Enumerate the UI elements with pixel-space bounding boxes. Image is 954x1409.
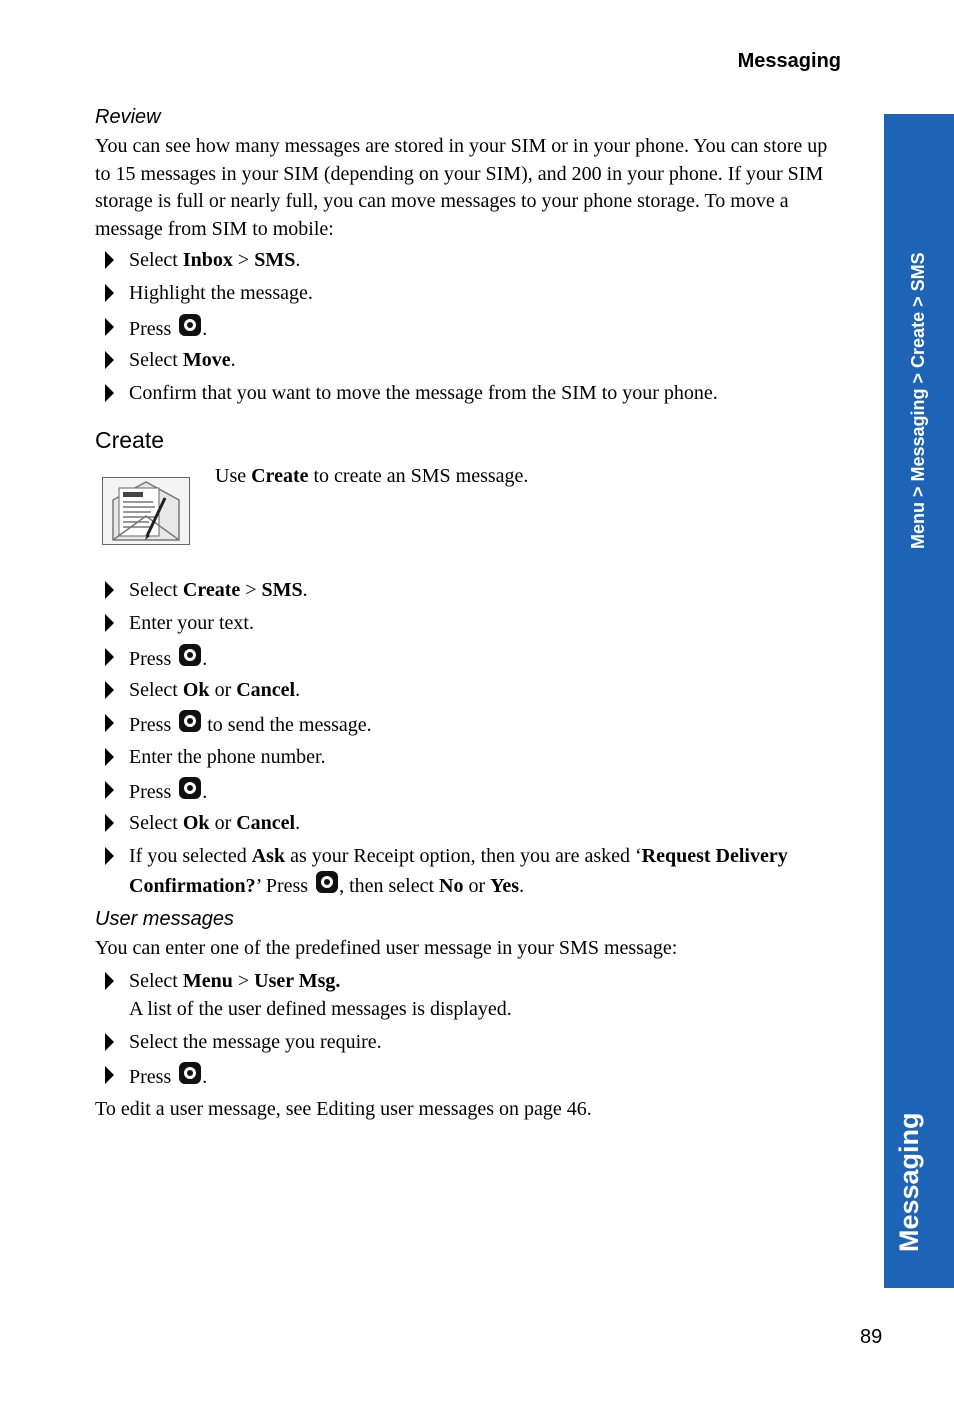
bullet-arrow-icon [105, 251, 114, 269]
side-tab-section: Messaging [894, 1112, 924, 1252]
page-number: 89 [860, 1326, 883, 1348]
side-tab-breadcrumb: Menu > Messaging > Create > SMS [908, 252, 928, 549]
bullet-arrow-icon [105, 614, 114, 632]
create-step: Select Ok or Cancel. [105, 810, 835, 838]
select-key-icon [179, 710, 201, 732]
select-key-icon [179, 1062, 201, 1084]
select-key-icon [316, 871, 338, 893]
bullet-arrow-icon [105, 318, 114, 336]
select-key-icon [179, 314, 201, 336]
select-key-icon [179, 777, 201, 799]
create-step: Enter the phone number. [105, 744, 835, 772]
review-step: Highlight the message. [105, 280, 835, 308]
side-tab [884, 114, 954, 1288]
create-step: Press . [105, 777, 835, 807]
bullet-arrow-icon [105, 384, 114, 402]
bullet-arrow-icon [105, 351, 114, 369]
select-key-icon [179, 644, 201, 666]
bullet-arrow-icon [105, 847, 114, 865]
sms-create-icon [102, 477, 190, 545]
create-step: If you selected Ask as your Receipt option, then you are asked ‘Request Delivery Confirmation?’ Press , then select No or Yes. [105, 843, 835, 900]
bullet-arrow-icon [105, 284, 114, 302]
review-heading: Review [95, 106, 161, 128]
bullet-arrow-icon [105, 581, 114, 599]
bullet-arrow-icon [105, 648, 114, 666]
bullet-arrow-icon [105, 781, 114, 799]
review-step: Confirm that you want to move the message from the SIM to your phone. [105, 380, 835, 408]
bullet-arrow-icon [105, 972, 114, 990]
create-step: Press . [105, 644, 835, 674]
user-messages-heading: User messages [95, 908, 234, 930]
user-messages-step: Press . [105, 1062, 835, 1092]
bullet-arrow-icon [105, 1033, 114, 1051]
review-step: Press . [105, 314, 835, 344]
user-messages-step: Select Menu > User Msg. A list of the user defined messages is displayed. [105, 968, 835, 1023]
bullet-arrow-icon [105, 1066, 114, 1084]
review-step: Select Move. [105, 347, 835, 375]
bullet-arrow-icon [105, 714, 114, 732]
create-intro: Use Create to create an SMS message. [215, 465, 529, 487]
bullet-arrow-icon [105, 748, 114, 766]
bullet-arrow-icon [105, 681, 114, 699]
review-step: Select Inbox > SMS. [105, 247, 835, 275]
running-header: Messaging [737, 50, 841, 72]
create-heading: Create [95, 427, 165, 453]
user-messages-step: Select the message you require. [105, 1029, 835, 1057]
create-step: Enter your text. [105, 610, 835, 638]
bullet-arrow-icon [105, 814, 114, 832]
user-messages-intro: You can enter one of the predefined user message in your SMS message: [95, 937, 678, 959]
user-messages-footer: To edit a user message, see Editing user messages on page 46. [95, 1098, 592, 1120]
create-step: Select Create > SMS. [105, 577, 835, 605]
review-intro: You can see how many messages are stored in your SIM or in your phone. You can store up to 15 messages in your SIM (depending on your SIM), and 200 in your phone. If your SIM storage is full or nearly full, you can move messages to your phone storage. To move a message from SIM to mobile: [95, 135, 828, 240]
create-step: Select Ok or Cancel. [105, 677, 835, 705]
create-step: Press to send the message. [105, 710, 835, 740]
